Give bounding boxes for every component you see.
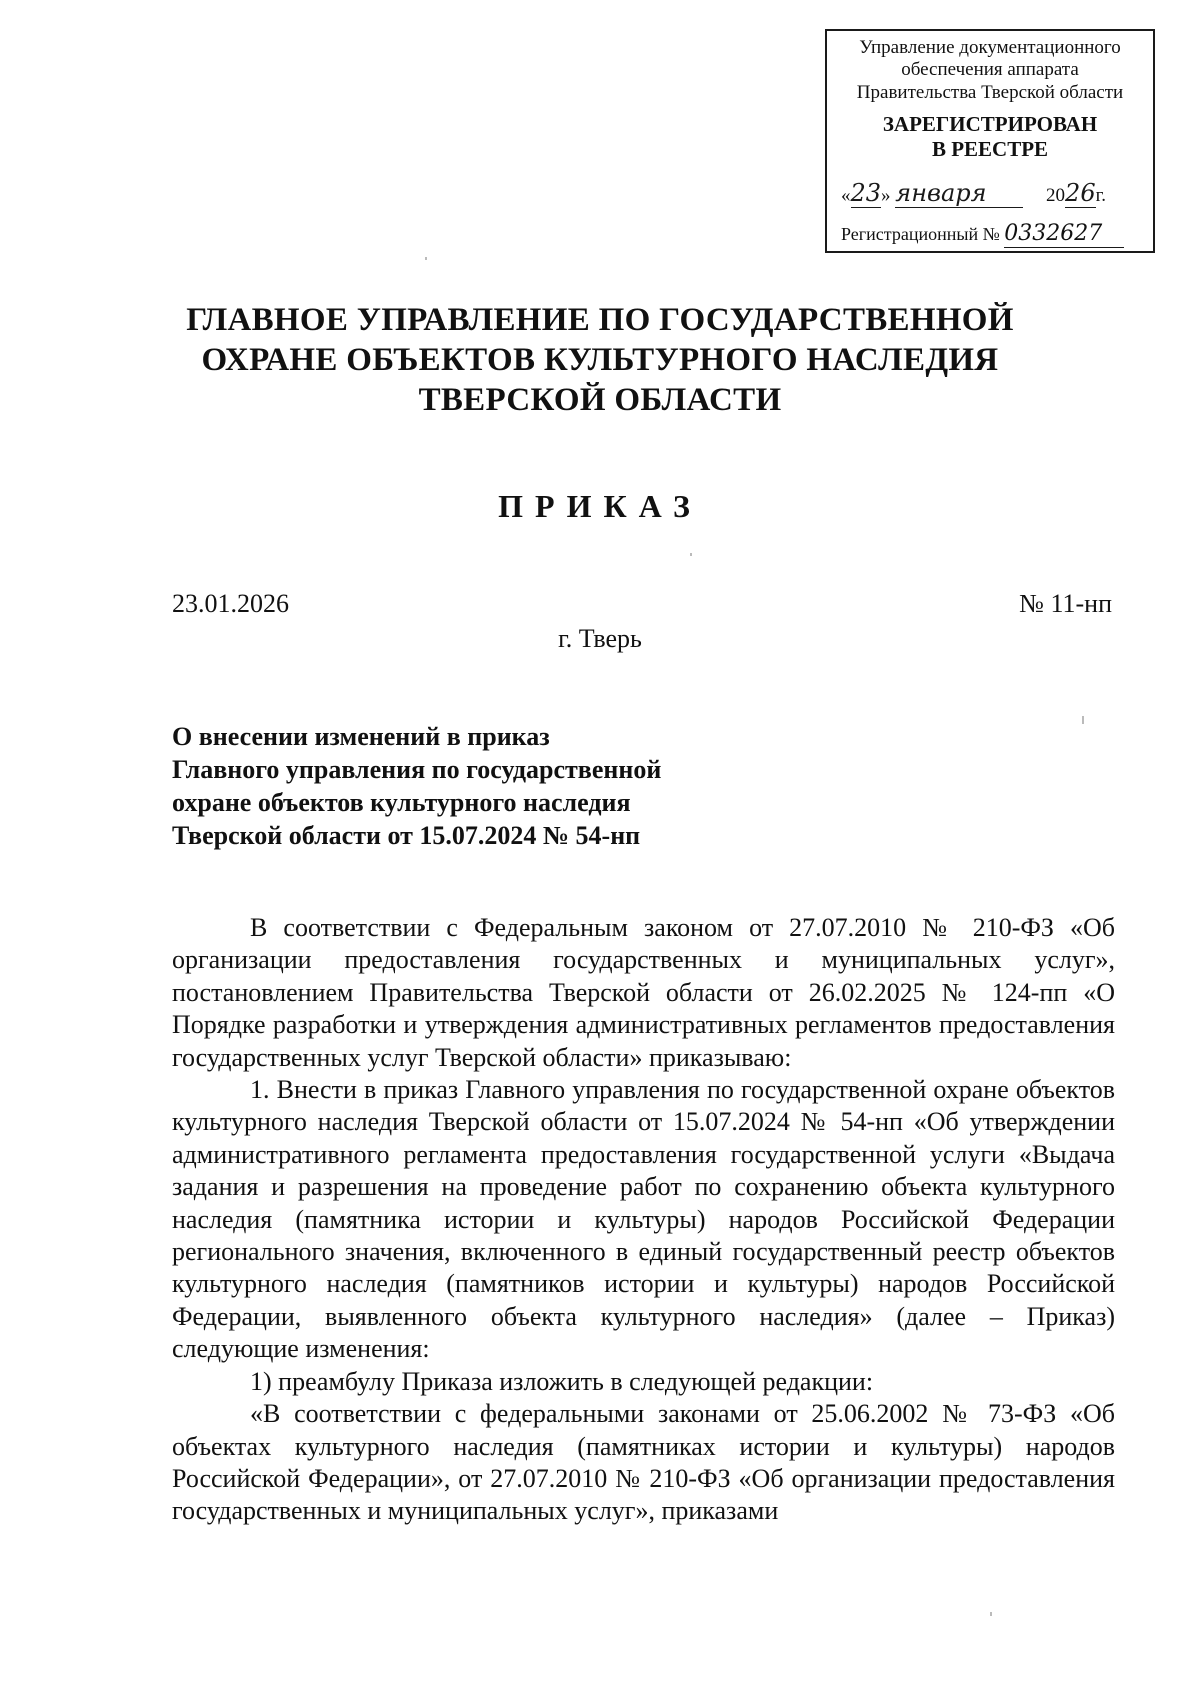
body-paragraph: «В соответствии с федеральными законами от 25.06.2002 № 73-ФЗ «Об объектах культурного наследия (памятниках истории и культуры) народов Российской Федерации», от 27.07.2010 № 210-ФЗ «Об организации предоставления государственных и муниципальных услуг», приказами (172, 1399, 1115, 1526)
stamp-number-row (841, 221, 1146, 248)
stamp-date-year: 26 (1065, 179, 1096, 207)
header-line: ТВЕРСКОЙ ОБЛАСТИ (418, 382, 782, 418)
subject-line: Главного управления по государственной (172, 755, 662, 784)
header-line: ОХРАНЕ ОБЪЕКТОВ КУЛЬТУРНОГО НАСЛЕДИЯ (201, 342, 999, 378)
stamp-department-line: Правительства Тверской области (856, 81, 1124, 103)
subject-line: О внесении изменений в приказ (172, 722, 550, 751)
organization-header (100, 300, 1100, 420)
stamp-date-month: января (895, 179, 1023, 208)
scan-speck (1082, 716, 1084, 724)
scan-speck (425, 257, 427, 260)
header-line: ГЛАВНОЕ УПРАВЛЕНИЕ ПО ГОСУДАРСТВЕННОЙ (186, 302, 1014, 338)
stamp-date-day: 23 (850, 179, 882, 207)
stamp-date-row: «23» января 2026г. (841, 179, 1106, 207)
registration-stamp (825, 29, 1155, 253)
document-date: 23.01.2026 (172, 589, 289, 618)
body-paragraph: 1) преамбулу Приказа изложить в следующей редакции: (250, 1366, 874, 1396)
stamp-department-line: обеспечения аппарата (901, 59, 1079, 81)
stamp-department-line: Управление документационного (859, 37, 1121, 58)
document-body (172, 912, 1115, 1528)
body-paragraph: 1. Внести в приказ Главного управления по государственной охране объектов культурного наследия Тверской области от 15.07.2024 № 54-нп «Об утверждении административного регламента предоставления государственной услуги «Выдача задания и разрешения на проведение работ по сохранению объекта культурного наследия (памятника истории и культуры) народов Российской Федерации регионального значения, включенного в единый государственный реестр объектов культурного наследия (памятников истории и культуры) народов Российской Федерации, выявленного объекта культурного наследия» (далее – Приказ) следующие изменения: (172, 1075, 1115, 1364)
body-paragraph: В соответствии с Федеральным законом от 27.07.2010 № 210-ФЗ «Об организации предоставления государственных и муниципальных услуг», постановлением Правительства Тверской области от 26.02.2025 № 124-пп «О Порядке разработки и утверждения административных регламентов предоставления государственных услуг Тверской области» приказываю: (172, 913, 1115, 1072)
document-city: г. Тверь (558, 624, 642, 653)
stamp-registered-label: ЗАРЕГИСТРИРОВАН В РЕЕСТРЕ (882, 112, 1098, 162)
document-title: ПРИКАЗ (498, 488, 702, 524)
stamp-number-label: Регистрационный № (841, 224, 1000, 244)
document-subject (172, 720, 772, 852)
scan-speck (990, 1612, 992, 1616)
subject-line: Тверской области от 15.07.2024 № 54-нп (172, 821, 641, 850)
document-number: № 11-нп (1019, 589, 1112, 618)
subject-line: охране объектов культурного наследия (172, 788, 631, 817)
scan-speck (690, 553, 692, 556)
stamp-number-value: 0332627 (1004, 221, 1124, 248)
